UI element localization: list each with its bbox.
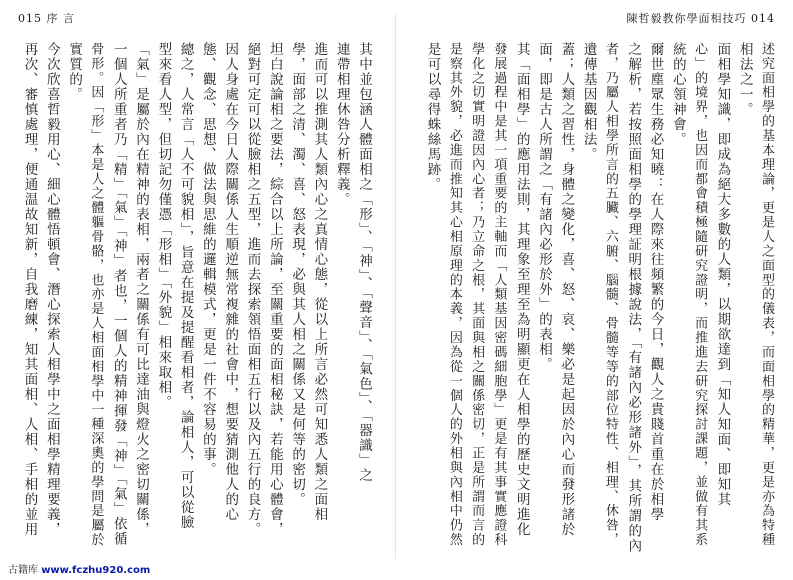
text-column: 心」的境界，也因而都會積極隨研究證明，而推進去研究探討課題，並做有其系	[692, 42, 708, 548]
left-page	[0, 0, 396, 580]
text-column: 之解析，若按照面相學的學理証明根據說法，「有諸內必形諸外」，其所謂的內	[625, 42, 642, 554]
text-column: 面相學知識，即成為絕大多數的人類，以期欲達到「知人知面、即知其	[714, 42, 731, 507]
text-column: 坦白說論相之要法，綜合以上所論，至關重要的面相秘訣，若能用心體會，	[266, 42, 283, 537]
text-column: 型來看人型，但切記勿僅憑「形相」「外貌」相來取相。	[155, 42, 172, 411]
text-column: 蓋；人類之習性，身體之變化，喜、怒、哀、樂必是起因於內心而發形諸於	[558, 42, 575, 537]
text-column: 是可以尋得蛛絲馬跡。	[424, 42, 441, 192]
right-page	[397, 0, 793, 580]
text-column: 再次、審慎處理，便通温故知新，自我磨練，知其面相、人相、手相的並用	[21, 42, 38, 537]
text-column: 一個人所重者乃「精」「氣」「神」者也，一個人的精神揮發「神」「氣」依循	[110, 42, 127, 547]
footer-watermark	[8, 561, 150, 576]
footer-url: www.fczhu920.com	[41, 565, 151, 576]
text-column: 「氣」是屬於內在精神的表相，兩者之關係有可比達油與燈火之密切關係，	[133, 42, 149, 537]
text-column: 學化之切實明證因內心者；乃立命之根，其面與相之關係密切，正是所謂而言的	[469, 42, 485, 548]
text-column: 絕對可定可以從臉相之五型，進而去探索領悟面相五行以及內五行的良方。	[244, 42, 261, 537]
text-column: 學，面部之清、濁、喜、怒表現，必與其人相之關係又是何等的密切。	[289, 42, 306, 507]
footer-brand: 古籍库	[8, 565, 38, 576]
text-column: 述究面相學的基本理論，更是人之面型的儀表，而面相學的精華，更是亦為特種	[759, 42, 774, 548]
text-column: 因人身處在今日人際關係人生順逆無常複雜的社會中，想要猜測他人的心	[222, 42, 239, 522]
text-column: 連帶相理休咎分析釋義。	[333, 42, 350, 207]
text-column: 發展過程中是其一項重要的主軸而「人類基因密碼細胞學」更是有其事實應證科	[491, 42, 507, 548]
text-column: 遺傳基因觀相法。	[580, 42, 597, 162]
text-column: 其中並包涵人體面相之「形」、「神」、「聲音」、「氣色」、「器識」之	[356, 42, 372, 483]
text-column: 面，即是古人所謂之「有諸內必形於外」的表相。	[536, 42, 552, 372]
text-column: 相法之一。	[736, 42, 753, 117]
text-column: 者，乃屬人相學所言的五臟、六腑、腦髓、骨髓等等的部位特性、相理、休咎，	[602, 42, 618, 548]
text-column: 骨形。因「形」本是人之體軀骨骼，也亦是人相面相學中一種深奧的學問是屬於	[88, 42, 104, 548]
text-column: 實質的。	[66, 42, 83, 102]
text-column: 爾世塵眾生務必知曉：在人際來往頻繁的今日，觀人之貴賤首重在於相學	[647, 42, 664, 522]
text-column: 進而可以推測其人類內心之真情心態，從以上所言必然可知悉人類之面相	[311, 42, 328, 522]
right-page-header: 陳哲毅教你學面相技巧 014	[626, 12, 775, 25]
text-column: 總之，人常言「人不可貌相」，旨意在提及提醒看相者，論相人，可以從臉	[177, 42, 194, 531]
page-gutter	[395, 14, 396, 559]
text-column: 其「面相學」的應用法則，其理象至理至為明顯更在人相學的歷史文明進化	[513, 42, 530, 537]
text-column: 統的心領神會。	[669, 42, 686, 147]
text-column: 是察其外貌，必進而推知其心相原理的本義，因為從一個人的外相與內相中仍然	[446, 42, 462, 548]
text-column: 今次欣喜哲毅用心、細心體悟頓會、潛心探索人相學中之面相學精理要義，	[43, 42, 60, 537]
left-page-header: 015 序 言	[18, 12, 75, 25]
text-column: 態、觀念、思想、做法與思維的邏輯模式，更是一件不容易的事。	[199, 42, 216, 477]
